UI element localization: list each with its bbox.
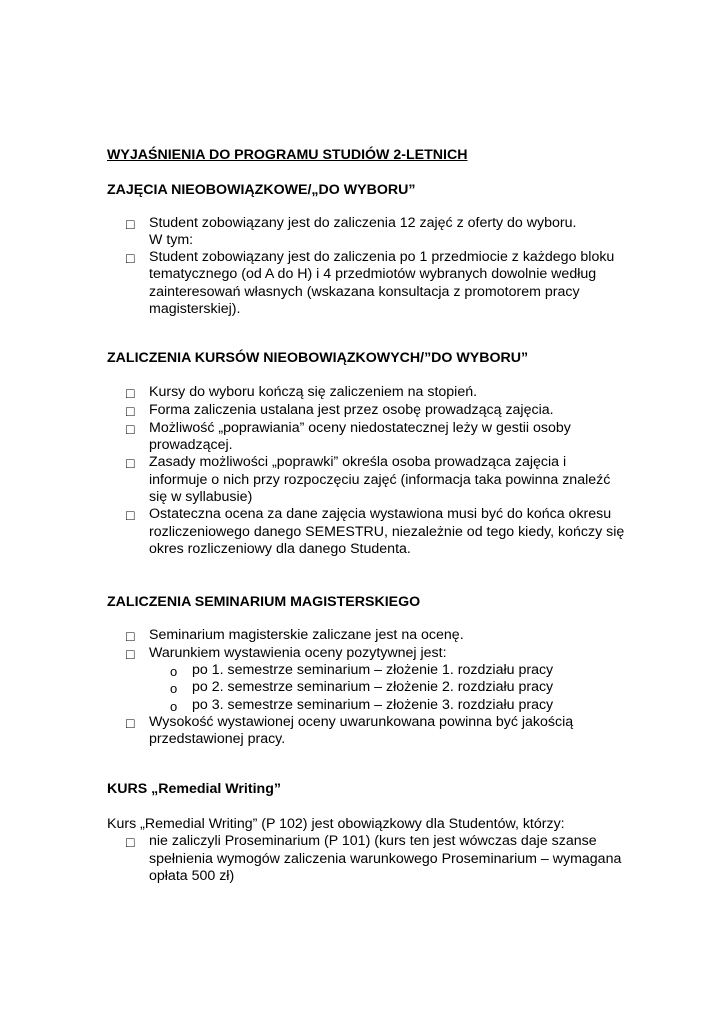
section-heading-remedial-writing: KURS „Remedial Writing” <box>107 781 281 797</box>
list-item-text: Wysokość wystawionej oceny uwarunkowana powinna być jakością <box>149 714 574 730</box>
list-item-text: zainteresowań własnych (wskazana konsultacja z promotorem pracy <box>149 284 580 300</box>
list-item-text: spełnienia wymogów zaliczenia warunkowego Proseminarium – wymagana <box>149 851 622 867</box>
circle-bullet-icon: o <box>170 664 178 679</box>
section-heading-course-grading: ZALICZENIA KURSÓW NIEOBOWIĄZKOWYCH/”DO WYBORU” <box>107 350 529 366</box>
checkbox-bullet-icon: □ <box>126 403 135 419</box>
checkbox-bullet-icon: □ <box>126 507 135 523</box>
checkbox-bullet-icon: □ <box>126 628 135 644</box>
list-item-text: się w syllabusie) <box>149 489 253 505</box>
circle-bullet-icon: o <box>170 681 178 696</box>
list-item-text: W tym: <box>149 232 194 248</box>
section-heading-seminar: ZALICZENIA SEMINARIUM MAGISTERSKIEGO <box>107 594 421 610</box>
list-item-text: okres rozliczeniowy dla danego Studenta. <box>149 541 411 557</box>
list-item-text: Warunkiem wystawienia oceny pozytywnej jest: <box>149 645 447 661</box>
list-item-text: Forma zaliczenia ustalana jest przez osobę prowadzącą zajęcia. <box>149 402 554 418</box>
checkbox-bullet-icon: □ <box>126 421 135 437</box>
list-item-text: rozliczeniowego danego SEMESTRU, niezależnie od tego kiedy, kończy się <box>149 524 625 540</box>
checkbox-bullet-icon: □ <box>126 455 135 471</box>
list-item-text: przedstawionej pracy. <box>149 731 286 747</box>
circle-bullet-icon: o <box>170 699 178 714</box>
list-item-text: tematycznego (od A do H) i 4 przedmiotów wybranych dowolnie według <box>149 266 597 282</box>
section-heading-elective: ZAJĘCIA NIEOBOWIĄZKOWE/„DO WYBORU” <box>107 182 416 198</box>
list-item-text: opłata 500 zł) <box>149 868 235 884</box>
sublist-item-text: po 2. semestrze seminarium – złożenie 2. rozdziału pracy <box>192 679 554 695</box>
paragraph-intro: Kurs „Remedial Writing” (P 102) jest obowiązkowy dla Studentów, którzy: <box>107 816 565 832</box>
checkbox-bullet-icon: □ <box>126 385 135 401</box>
checkbox-bullet-icon: □ <box>126 216 135 232</box>
list-item-text: prowadzącej. <box>149 437 233 453</box>
list-item-text: Seminarium magisterskie zaliczane jest na ocenę. <box>149 627 464 643</box>
sublist-item-text: po 3. semestrze seminarium – złożenie 3. rozdziału pracy <box>192 697 554 713</box>
list-item-text: Zasady możliwości „poprawki” określa osoba prowadząca zajęcia i <box>149 454 567 470</box>
checkbox-bullet-icon: □ <box>126 646 135 662</box>
list-item-text: magisterskiej). <box>149 301 241 317</box>
list-item-text: Możliwość „poprawiania” oceny niedostatecznej leży w gestii osoby <box>149 420 571 436</box>
list-item-text: Student zobowiązany jest do zaliczenia po 1 przedmiocie z każdego bloku <box>149 249 615 265</box>
list-item-text: nie zaliczyli Proseminarium (P 101) (kurs ten jest wówczas daje szanse <box>149 833 597 849</box>
list-item-text: Student zobowiązany jest do zaliczenia 12 zajęć z oferty do wyboru. <box>149 215 577 231</box>
checkbox-bullet-icon: □ <box>126 715 135 731</box>
sublist-item-text: po 1. semestrze seminarium – złożenie 1. rozdziału pracy <box>192 662 554 678</box>
document-title: WYJAŚNIENIA DO PROGRAMU STUDIÓW 2-LETNICH <box>107 147 468 163</box>
list-item-text: informuje o nich przy rozpoczęciu zajęć (informacja taka powinna znaleźć <box>149 472 611 488</box>
checkbox-bullet-icon: □ <box>126 834 135 850</box>
list-item-text: Ostateczna ocena za dane zajęcia wystawiona musi być do końca okresu <box>149 506 612 522</box>
list-item-text: Kursy do wyboru kończą się zaliczeniem na stopień. <box>149 384 478 400</box>
checkbox-bullet-icon: □ <box>126 250 135 266</box>
